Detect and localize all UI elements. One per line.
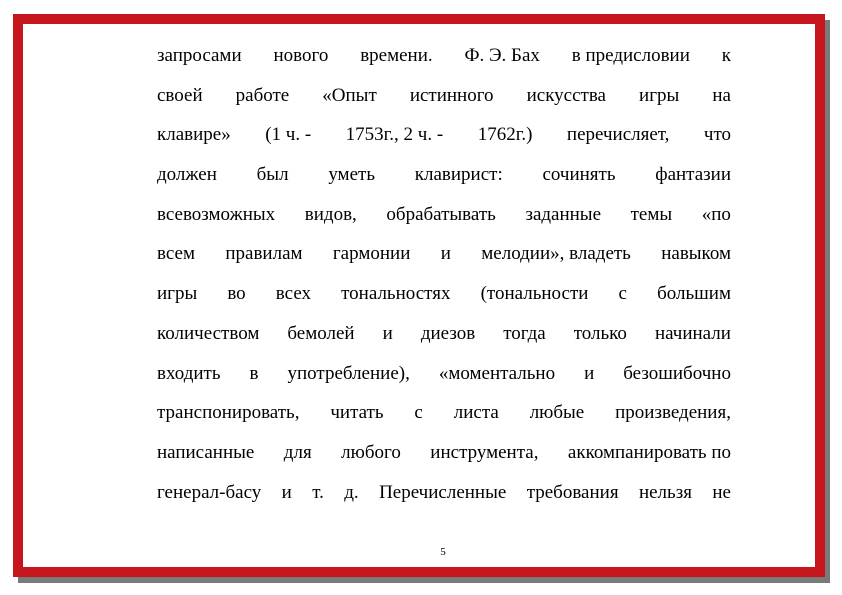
word: написанные (157, 441, 255, 463)
word: нового (273, 45, 329, 66)
text-line (157, 440, 731, 480)
word: 1762г.) (477, 124, 533, 146)
word: аккомпанировать по (567, 441, 731, 463)
word: клавире» (157, 124, 231, 146)
word: д. (344, 481, 359, 503)
word: игры (157, 283, 198, 305)
word: времени. (360, 45, 433, 66)
word: с (414, 402, 423, 424)
word: для (283, 441, 312, 463)
word: «моментально (438, 362, 556, 384)
word: и (440, 243, 451, 265)
word: (тональности (480, 283, 589, 305)
word: тональностях (341, 283, 451, 305)
word: с (618, 283, 627, 305)
word: обрабатывать (386, 203, 496, 225)
word: (1 ч. - (265, 124, 312, 146)
word: читать (330, 402, 384, 424)
text-line (157, 361, 731, 401)
word: мелодии», владеть (481, 243, 631, 265)
word: бемолей (287, 322, 355, 344)
text-line (157, 202, 731, 242)
word: перечисляет, (566, 124, 670, 146)
word: инструмента, (430, 441, 539, 463)
word: безошибочно (623, 362, 731, 384)
word: запросами (157, 45, 242, 66)
word: навыком (661, 243, 731, 265)
word: гармонии (332, 243, 411, 265)
word: на (712, 84, 731, 106)
word: входить (157, 362, 221, 384)
word: транспонировать, (157, 402, 300, 424)
word: листа (453, 402, 499, 424)
word: в предисловии (571, 45, 690, 66)
word: видов, (304, 203, 357, 225)
word: заданные (525, 203, 602, 225)
word: фантазии (655, 164, 731, 186)
word: нельзя (638, 481, 692, 503)
text-line (157, 480, 731, 520)
word: большим (657, 283, 731, 305)
word: истинного (409, 84, 494, 106)
text-line (157, 321, 731, 361)
word: 1753г., 2 ч. - (345, 124, 444, 146)
word: «по (701, 203, 731, 225)
word: во (227, 283, 246, 305)
word: был (256, 164, 289, 186)
word: темы (630, 203, 673, 225)
word: генерал-басу (157, 481, 262, 503)
word: любого (341, 441, 401, 463)
word: произведения, (615, 402, 731, 424)
word: в (249, 362, 259, 384)
text-line (157, 400, 731, 440)
text-line (157, 83, 731, 123)
word: всем (157, 243, 195, 265)
word: и (382, 322, 393, 344)
word: и (281, 481, 292, 503)
word: работе (235, 84, 290, 106)
word: Перечисленные (379, 481, 507, 503)
word: количеством (157, 322, 260, 344)
word: употребление), (287, 362, 410, 384)
word: начинали (654, 322, 731, 344)
word: требования (526, 481, 619, 503)
text-line (157, 162, 731, 202)
word: Ф. Э. Бах (464, 45, 540, 66)
word: «Опыт (322, 84, 377, 106)
body-text (157, 43, 731, 519)
page-number: 5 (440, 546, 446, 558)
word: к (721, 45, 731, 66)
word: что (703, 124, 731, 146)
text-line (157, 281, 731, 321)
word: уметь (328, 164, 375, 186)
word: клавирист: (414, 164, 503, 186)
word: игры (639, 84, 680, 106)
text-line (157, 122, 731, 162)
word: всевозможных (157, 203, 276, 225)
word: тогда (503, 322, 546, 344)
word: всех (275, 283, 312, 305)
word: не (712, 481, 731, 503)
word: и (584, 362, 595, 384)
word: своей (157, 84, 203, 106)
text-line (157, 43, 731, 83)
word: т. (312, 481, 324, 503)
word: искусства (526, 84, 606, 106)
word: только (573, 322, 627, 344)
word: должен (157, 164, 217, 186)
word: диезов (420, 322, 476, 344)
word: любые (529, 402, 585, 424)
word: сочинять (542, 164, 616, 186)
text-line (157, 241, 731, 281)
word: правилам (225, 243, 303, 265)
